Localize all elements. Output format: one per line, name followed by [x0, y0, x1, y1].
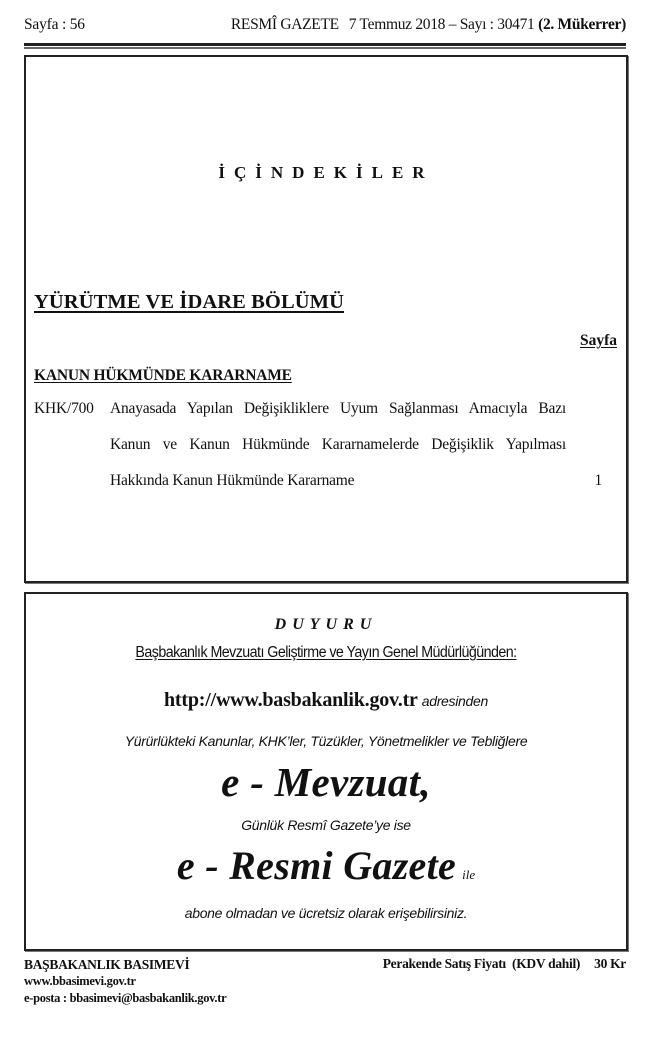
- header-divider: [24, 43, 626, 49]
- publisher-website[interactable]: www.bbasimevi.gov.tr: [24, 974, 136, 988]
- announcement-issuer: Başbakanlık Mevzuatı Geliştirme ve Yayın Genel Müdürlüğünden:: [135, 644, 517, 661]
- publisher-name: BAŞBAKANLIK BASIMEVİ: [24, 957, 190, 972]
- page-number: Sayfa : 56: [24, 16, 85, 33]
- e-resmi-gazete-heading: e - Resmi Gazete: [176, 843, 457, 888]
- category-title: KANUN HÜKMÜNDE KARARNAME: [34, 367, 292, 384]
- subscription-line: abone olmadan ve ücretsiz olarak erişebilirsiniz.: [184, 905, 468, 921]
- entry-code: KHK/700: [34, 400, 94, 417]
- entry-title-line: Hakkında Kanun Hükmünde Kararname: [110, 472, 355, 489]
- entry-page-number: 1: [594, 472, 602, 489]
- price-value: 30 Kr: [594, 956, 626, 971]
- page-header: [24, 16, 626, 40]
- edition-label: (2. Mükerrer): [538, 16, 626, 33]
- ile-suffix: ile: [462, 867, 476, 882]
- page-column-label: Sayfa: [579, 332, 617, 349]
- announcement-title: DUYURU: [274, 616, 378, 633]
- announcement-box: [24, 592, 628, 951]
- price-label: Perakende Satış Fiyatı (KDV dahil): [382, 956, 581, 971]
- publication-info: [231, 16, 626, 34]
- entry-title-line: Anayasada Yapılan Değişikliklere Uyum Sağlanması Amacıyla Bazı: [110, 400, 566, 417]
- website-link[interactable]: http://www.basbakanlik.gov.tr: [164, 689, 418, 711]
- issue-date-number: 7 Temmuz 2018 – Sayı : 30471: [348, 16, 535, 33]
- documents-line: Yürürlükteki Kanunlar, KHK’ler, Tüzükler, Yönetmelikler ve Tebliğlere: [124, 733, 528, 749]
- footer-price: [383, 956, 626, 972]
- publication-name: RESMÎ GAZETE: [230, 16, 339, 33]
- url-suffix: adresinden: [421, 693, 488, 709]
- table-of-contents-box: [24, 55, 628, 583]
- e-resmi-gazete-line: [26, 842, 626, 889]
- daily-gazette-line: Günlük Resmî Gazete’ye ise: [241, 817, 411, 833]
- footer-publisher-info: [24, 956, 226, 1007]
- e-mevzuat-heading: e - Mevzuat,: [221, 759, 431, 805]
- toc-title: İÇİNDEKİLER: [218, 163, 434, 182]
- publisher-email[interactable]: e-posta : bbasimevi@basbakanlik.gov.tr: [24, 991, 227, 1005]
- section-title: YÜRÜTME VE İDARE BÖLÜMÜ: [34, 291, 345, 313]
- announcement-url-line: [26, 689, 626, 712]
- entry-title-line: Kanun ve Kanun Hükmünde Kararnamelerde Değişiklik Yapılması: [110, 436, 566, 453]
